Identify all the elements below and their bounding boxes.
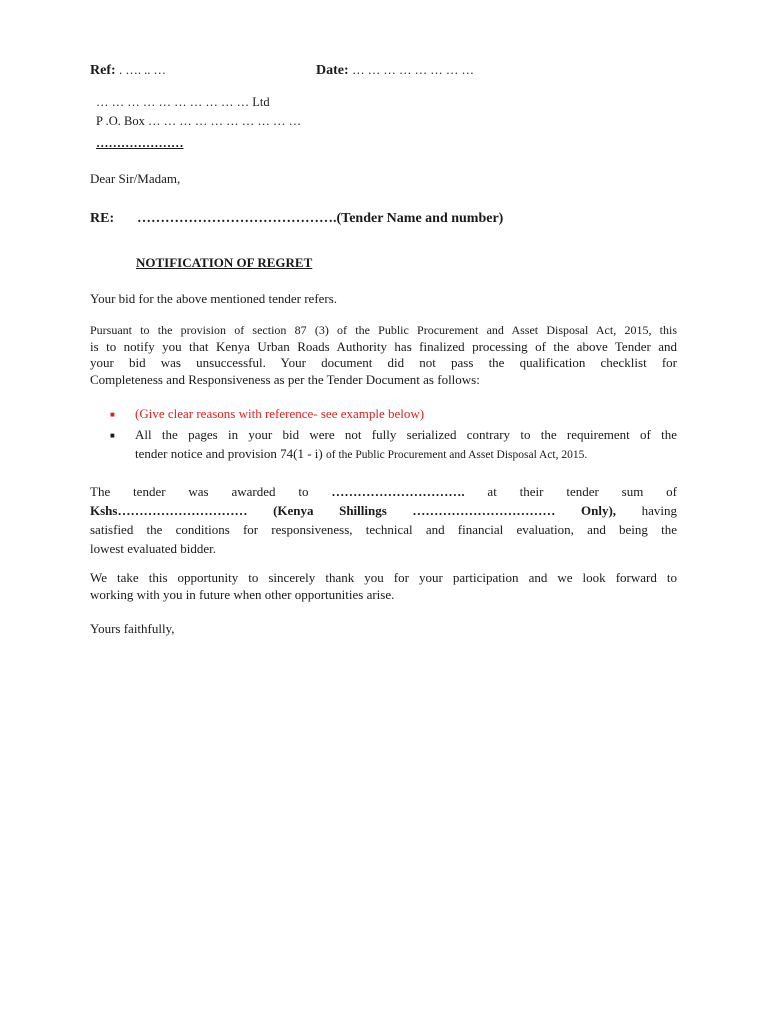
list-item	[110, 425, 677, 465]
paragraph-notification	[90, 322, 677, 388]
list-item-text-continued	[135, 444, 677, 465]
address-line-town: …………………	[96, 136, 184, 150]
salutation: Dear Sir/Madam,	[90, 171, 181, 186]
address-line-pobox: P .O. Box … … … … … … … … … …	[96, 114, 302, 128]
paragraph-line: working with you in future when other opportunities arise.	[90, 586, 395, 602]
awardee-placeholder: ………………………….	[331, 484, 465, 499]
paragraph-line: Pursuant to the provision of section 87 (3) of the Public Procurement and Asset Disposal Act, 2015, this	[90, 323, 677, 337]
award-text: having	[641, 503, 678, 518]
award-text: at their tender sum of	[487, 484, 678, 499]
address-line-company: … … … … … … … … … … Ltd	[96, 95, 270, 109]
paragraph-line: your bid was unsuccessful. Your document did not pass the qualification checklist for	[90, 355, 677, 370]
paragraph-line: satisfied the conditions for responsiveness, technical and financial evaluation, and being the	[90, 522, 677, 537]
amount-words-placeholder: (Kenya Shillings ……………………………	[273, 503, 556, 518]
paragraph-line: is to notify you that Kenya Urban Roads Authority has finalized processing of the above Tender and	[90, 338, 677, 354]
square-bullet-icon: ■	[110, 431, 115, 440]
list-item-text: (Give clear reasons with reference- see example below)	[135, 406, 425, 421]
re-subject: …………………………………….(Tender Name and number)	[137, 211, 504, 226]
date-label: Date:	[316, 63, 349, 78]
intro-text: Your bid for the above mentioned tender refers.	[90, 291, 338, 306]
amount-placeholder: Kshs…………………………	[90, 503, 248, 518]
closing: Yours faithfully,	[90, 621, 175, 636]
square-bullet-icon: ■	[110, 410, 115, 419]
date-value: … … … … … … … …	[352, 63, 475, 77]
paragraph-line: Completeness and Responsiveness as per the Tender Document as follows:	[90, 371, 480, 387]
date-line	[316, 63, 474, 79]
ref-label: Ref:	[90, 63, 116, 78]
paragraph-line	[90, 482, 677, 501]
paragraph-thanks	[90, 570, 677, 603]
reasons-list	[110, 404, 677, 465]
paragraph-award	[90, 482, 677, 558]
re-label: RE:	[90, 211, 115, 226]
ref-value: . …. .. …	[119, 63, 167, 77]
list-item	[110, 404, 677, 423]
award-text: The tender was awarded to	[90, 484, 309, 499]
paragraph-line	[90, 501, 677, 520]
paragraph-line: We take this opportunity to sincerely thank you for your participation and we look forward to	[90, 570, 677, 585]
list-item-text-part: tender notice and provision 74(1 - i)	[135, 446, 326, 461]
list-item-text-part: of the Public Procurement and Asset Disposal Act, 2015.	[325, 449, 588, 461]
paragraph-line: lowest evaluated bidder.	[90, 541, 216, 556]
amount-only: Only),	[580, 503, 617, 518]
page-title: NOTIFICATION OF REGRET	[136, 255, 313, 270]
ref-line	[90, 63, 166, 79]
list-item-text: All the pages in your bid were not fully serialized contrary to the requirement of the	[135, 427, 677, 442]
